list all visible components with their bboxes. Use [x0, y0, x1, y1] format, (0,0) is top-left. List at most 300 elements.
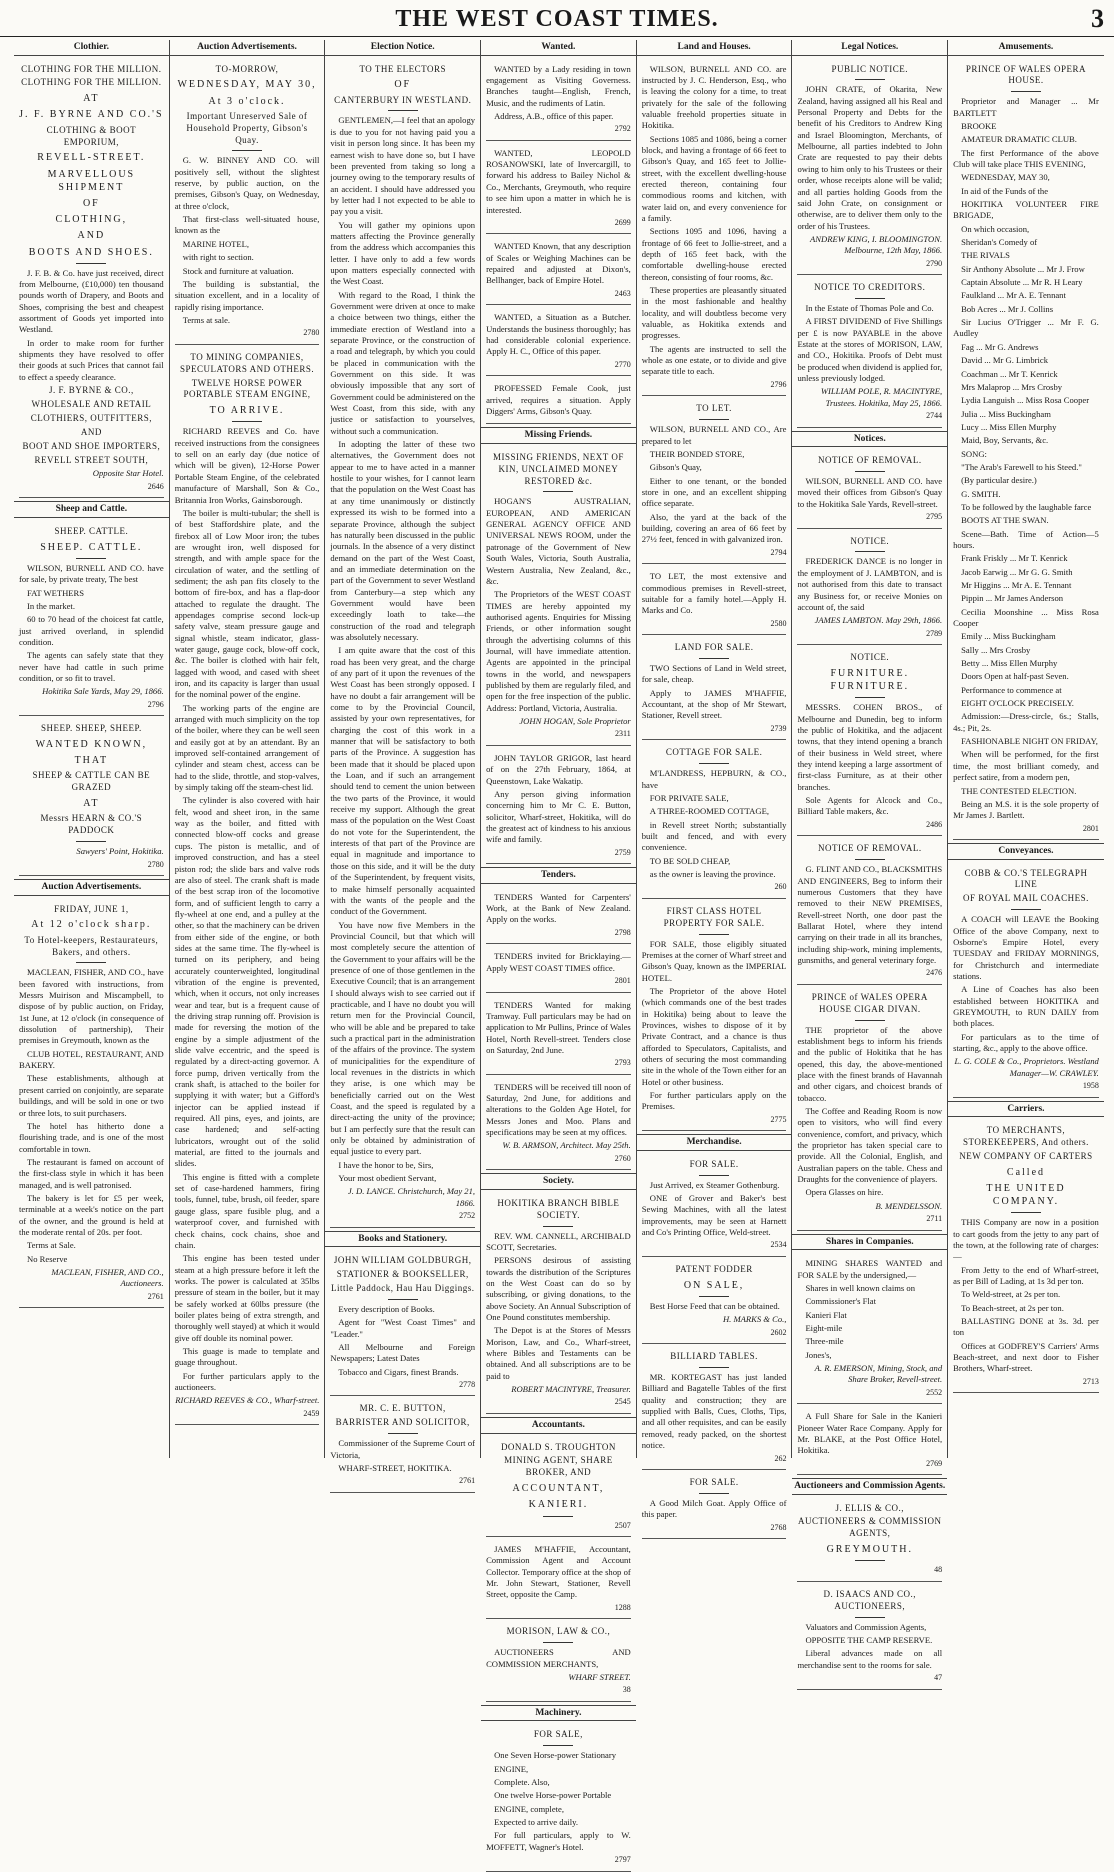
section-heading: Shares in Companies. [792, 1234, 947, 1251]
advertisement [797, 59, 942, 276]
ad-rule [855, 859, 885, 860]
ad-paragraph: A THREE-ROOMED COTTAGE, [649, 806, 769, 817]
ad-paragraph: FOR SALE, those eligibly situated Premises at the corner of Wharf street and Gibson's Quay, known as the IMPERIAL HOTEL. [641, 938, 787, 983]
ad-rule [699, 763, 729, 764]
ad-headline: FOR SALE. [689, 1477, 739, 1488]
section-heading: Election Notice. [325, 40, 480, 56]
ad-paragraph: The Coffee and Reading Room is now open to visitors, who will find every convenience, comfort, and privacy, which the proprietor has taken special care to provide. All the Colonial, English, and Australian papers on the table. Chess and Draughts for the convenience of players. [797, 1106, 943, 1185]
ad-number: 260 [774, 882, 787, 892]
ad-headline: KANIERI. [528, 1499, 589, 1511]
ad-rule [699, 934, 729, 935]
ad-headline: BILLIARD TABLES. [670, 1351, 758, 1362]
advertisement [486, 887, 631, 945]
ad-footer-line: CLOTHIERS, OUTFITTERS, [30, 412, 152, 423]
ad-paragraph: Sir Anthony Absolute ... Mr J. Frow [961, 263, 1085, 274]
ad-number: 1958 [1082, 1081, 1099, 1091]
advertisement [642, 59, 787, 397]
ad-paragraph: WILSON, BURNELL AND CO., Are prepared to let [641, 424, 787, 446]
ad-headline: AT [83, 798, 100, 810]
ad-headline: OF [394, 79, 412, 91]
ad-paragraph: M'LANDRESS, HEPBURN, & CO., have [641, 768, 787, 790]
ad-footer-line: BOOT AND SHOE IMPORTERS, [22, 440, 161, 451]
ad-paragraph: WANTED Known, that any description of Scales or Weighing Machines can be repaired and adjusted at Dixon's, Bellhanger, back of Empire Hotel. [486, 241, 631, 286]
ad-paragraph: To be followed by the laughable farce [961, 501, 1092, 512]
ad-paragraph: Stock and furniture at valuation. [182, 265, 294, 276]
newspaper-title: THE WEST COAST TIMES. [395, 6, 719, 32]
ad-headline: ACCOUNTANT, [512, 1483, 605, 1495]
column-3 [325, 40, 481, 1486]
ad-paragraph: I have the honor to be, Sirs, [338, 1159, 434, 1170]
ad-paragraph: Sections 1085 and 1086, being a corner block, and having a frontage of 66 feet to Gibson's Quay, and 165 feet to Jollie-street, with the excellent dwelling-house erected thereon, containing four commodious rooms and kitchen, with water laid on, and every convenience for a family. [641, 133, 787, 223]
ad-number: 2795 [926, 512, 943, 522]
ad-paragraph: Sole Agents for Alcock and Co., Billiard Table makers, &c. [797, 795, 943, 817]
ad-headline: NEW COMPANY OF CARTERS [959, 1150, 1093, 1161]
advertisement [797, 838, 942, 985]
advertisement [642, 1154, 787, 1257]
ad-headline: NOTICE. [850, 652, 890, 663]
ad-paragraph: Eight-mile [805, 1322, 843, 1333]
ad-paragraph: 60 to 70 head of the choicest fat cattle, just arrived overland, in splendid condition. [19, 614, 164, 647]
ad-paragraph: For full particulars, apply to W. MOFFETT, Wagner's Hotel. [486, 1830, 631, 1852]
ad-paragraph: GENTLEMEN,—I feel that an apology is due to you for not having paid you a visit in person long since. It has been my earnest wish to have done so, but I have been prevented from taking so long a journey owing to the temporary results of an accident. I should have addressed you by letter had I not expected to be able to pay you a visit. [330, 115, 476, 217]
ad-paragraph: For further particulars apply to the auctioneers. [174, 1370, 320, 1392]
advertisement [175, 347, 320, 1425]
ad-paragraph: EIGHT O'CLOCK PRECISELY. [961, 698, 1074, 709]
ad-signature: Sawyers' Point, Hokitika. [76, 846, 164, 857]
ad-paragraph: In adopting the latter of these two alternatives, the Government does not appear to me to have acted in a manner hostile to your wishes, for I cannot learn that the population on the West Coast has at any time unanimously or distinctly expressed its wish to be formed into a separate Province, although the subject has naturally been discussed in the public journals. In the absence of a very distinct demand on the part of the West Coast, and an immediate determination on the part of the Government to sever Westland from Canterbury—a step which any Government would have been exceedingly loath to take—the construction of the road and telegraph was absolutely necessary. [330, 439, 476, 642]
advertisement [797, 987, 942, 1231]
advertisement [642, 566, 787, 635]
ad-paragraph: TENDERS will be received till noon of Saturday, 2nd June, for additions and alterations to the Golden Age Hotel, for Messrs Jones and Moo. Plans and specifications may be seen at my offices. [486, 1081, 631, 1138]
ad-paragraph: FOR PRIVATE SALE, [649, 792, 729, 803]
ad-paragraph: CLUB HOTEL, RESTAURANT, AND BAKERY. [19, 1048, 164, 1071]
ad-paragraph: J. F. B. & Co. have just received, direct from Melbourne, (£10,000) ten thousand pounds worth of Drapery, and Boots and Shoes, comprising the best and cheapest assortment of Goods yet imported into Westland. [19, 267, 164, 335]
ad-paragraph: THE CONTESTED ELECTION. [961, 785, 1077, 796]
ad-signature: H. MARKS & Co., [722, 1314, 787, 1325]
ad-headline: SHEEP & CATTLE CAN BE GRAZED [32, 770, 151, 793]
ad-signature: JOHN HOGAN, Sole Proprietor [519, 715, 631, 726]
ad-paragraph: ONE of Grover and Baker's best Sewing Machines, with all the latest improvements, may be seen at Harnett and Co's Printing Office, Weld-street. [641, 1193, 787, 1238]
ad-paragraph: One twelve Horse-power Portable [494, 1790, 612, 1801]
section-heading: Merchandise. [637, 1134, 792, 1151]
ad-headline: D. ISAACS AND CO., AUCTIONEERS, [823, 1588, 917, 1611]
ad-paragraph: Apply to JAMES M'HAFFIE, Accountant, at the shop of Mr Stewart, Stationer, Revell street. [641, 687, 787, 721]
ad-headline: FRIDAY, JUNE 1, [54, 903, 129, 914]
ad-paragraph: The cylinder is also covered with hair felt, wood and sheet iron, in the same way as the boiler, and fitted with connected blow-off cocks and grease cups. The piston is metallic, and of improved construction, and has a steel piston rod; the slide bars and valve rods are also of steel. The crank shaft is made of the best scrap iron of the locomotive form, and of sufficient length to carry a fly-wheel at one end, and a pulley at the other, so that the machinery can be driven from either side of the engine, or both sides at the same time. The fly-wheel is turned on its periphery, and being accurately counterweighted, longitudinal vibration of the engine is prevented, which, when it occurs, not only increases wear and tear, but is a frequent cause of the driving strap running off. Provision is made for reversing the motion of the engine by a simple adjustment of the slide valve eccentric, and the speed is regulated by a direct-acting governor. A force pump, driven vertically from the crank shaft, is attached to the boiler for supplying it with water; but a Gifford's injector can be applied instead if required. All pins, eyes, and joints, are case hardened; and self-acting lubricators, wrought out of the solid material, are fitted to the journals and slides. [174, 795, 320, 1169]
ad-rule [543, 1226, 573, 1227]
ad-headline: MARVELLOUS SHIPMENT [47, 168, 136, 193]
ad-paragraph: These properties are pleasantly situated in the most fashionable and healthy locality, and will doubtless become very valuable, as Hokitika extends and progresses. [641, 285, 787, 341]
ad-headline: SHEEP. CATTLE. [40, 541, 143, 553]
ad-number: 2780 [147, 859, 164, 869]
ad-paragraph: Just Arrived, ex Steamer Gothenburg. [649, 1179, 780, 1190]
ad-paragraph: THIS Company are now in a position to cart goods from the jetty to any part of the town, at the following rate of charges:— [953, 1217, 1099, 1262]
ad-paragraph: Complete. Also, [494, 1776, 550, 1787]
advertisement [330, 1398, 475, 1492]
ad-number: 47 [934, 1673, 943, 1683]
columns-container [14, 40, 1104, 1864]
ad-paragraph: Doors Open at half-past Seven. [961, 671, 1069, 682]
advertisement [797, 647, 942, 836]
ad-paragraph: TO LET, the most extensive and commodious premises in Revell-street, suitable for a family hotel.—Apply H. Marks and Co. [641, 571, 787, 616]
ad-rule [1011, 1212, 1041, 1213]
ad-footer-line: REVELL STREET SOUTH, [34, 454, 149, 465]
ad-paragraph: G. W. BINNEY AND CO. will positively sell, without the slightest reserve, by public auction, on the premises, Gibson's Quay, on Wednesday, at three o'clock, [174, 155, 320, 211]
ad-paragraph: The agents are instructed to sell the whole as one estate, or to divide and give separate title to each. [641, 343, 787, 377]
ad-number: 1288 [614, 1602, 631, 1612]
ad-number: 48 [934, 1565, 943, 1575]
ad-paragraph: The first Performance of the above Club will take place THIS EVENING, [953, 147, 1099, 169]
ad-number: 2796 [147, 699, 164, 709]
ad-number: 2459 [303, 1408, 320, 1418]
advertisement [642, 637, 787, 740]
ad-paragraph: Pippin ... Mr James Anderson [961, 593, 1064, 604]
ad-paragraph: From Jetty to the end of Wharf-street, as per Bill of Lading, at 1s 3d per ton. [953, 1264, 1099, 1287]
ad-headline: THE UNITED COMPANY. [986, 1182, 1066, 1208]
ad-number: 2646 [147, 481, 164, 491]
ad-rule [232, 150, 262, 151]
ad-headline: TWELVE HORSE POWER PORTABLE STEAM ENGINE, [183, 377, 311, 400]
ad-paragraph: Agent for "West Coast Times" and "Leader." [330, 1317, 476, 1339]
ad-paragraph: G. FLINT AND CO., BLACKSMITHS AND ENGINEERS, Beg to inform their numerous Customers that they have removed to their NEW PREMISES, Revell-street North, one door past the Ballarat Hotel, where they intend carrying on their trade in all its branches, including ship-work, mining implements, gunsmiths, and general veterinary forge. [797, 864, 943, 965]
ad-rule [543, 1745, 573, 1746]
ad-paragraph: Mr Higgins ... Mr A. E. Tennant [961, 580, 1072, 590]
advertisement [953, 59, 1099, 841]
section-heading: Clothier. [14, 40, 169, 56]
advertisement [797, 531, 942, 645]
ad-paragraph: The bakery is let for £5 per week, terminable at a week's notice on the part of the owner, and the ground is held at the moderate rental of 20s. per foot. [19, 1192, 164, 1237]
ad-paragraph: MINING SHARES WANTED and FOR SALE by the undersigned,— [797, 1258, 943, 1280]
ad-paragraph: JOHN CRATE, of Okarita, New Zealand, having assigned all his Real and Personal Property and Debts for the benefit of his Creditors to Andrew King and Israel Bloomington, Merchants, of Melbourne, all parties indebted to John Crate are requested to pay their debts owing to him only to his Trustees or their order, whose receipts alone will be valid; and all parties holding Goods from the said John Crate, on consignment or otherwise, are to deliver them only to the order of his Trustees. [797, 84, 943, 231]
ad-paragraph: Commissioner of the Supreme Court of Victoria, [330, 1438, 476, 1460]
ad-signature: ANDREW KING, I. BLOOMINGTON. Melbourne, 12th May, 1866. [810, 233, 943, 256]
ad-headline: TO ARRIVE. [209, 405, 285, 417]
ad-paragraph: MARINE HOTEL, [182, 238, 250, 249]
ad-headline: MISSING FRIENDS, NEXT OF KIN, UNCLAIMED MONEY RESTORED &c. [492, 451, 624, 486]
ad-paragraph: MR. KORTEGAST has just landed Billiard and Bagatelle Tables of the first quality and construction; they are supplied with Balls, Cues, Cloths, Tips, and all other requisites, and can be easily removed, ready packed, on the shortest notice. [641, 1372, 787, 1451]
ad-paragraph: JOHN TAYLOR GRIGOR, last heard of on the 27th February, 1864, at Queenstown, Lake Wakatip. [486, 752, 631, 786]
ad-headline: TO THE ELECTORS [359, 63, 446, 74]
section-heading: Legal Notices. [792, 40, 947, 56]
ad-number: 2789 [926, 628, 943, 638]
ad-paragraph: In the Estate of Thomas Pole and Co. [805, 302, 934, 313]
ad-rule [855, 298, 885, 299]
ad-rule [855, 1020, 885, 1021]
advertisement [797, 1498, 942, 1582]
ad-rule [855, 1560, 885, 1561]
ad-headline: J. ELLIS & CO., [835, 1502, 905, 1513]
ad-paragraph: TENDERS Wanted for Carpenters' Work, at the Bank of New Zealand. Apply on the works. [486, 891, 631, 925]
ad-number: 2744 [926, 411, 943, 421]
ad-headline: J. F. BYRNE AND CO.'S [19, 109, 164, 121]
advertisement [330, 1250, 475, 1396]
ad-signature: Hokitika Sale Yards, May 29, 1866. [42, 686, 164, 697]
ad-number: 2794 [770, 547, 787, 557]
advertisement [486, 307, 631, 376]
ad-rule [855, 1617, 885, 1618]
ad-paragraph: G. SMITH. [961, 488, 1001, 499]
ad-signature: W. B. ARMSON, Architect. May 25th. [502, 1140, 631, 1151]
ad-paragraph: BALLASTING DONE at 3s. 3d. per ton [953, 1316, 1099, 1338]
ad-rule [1011, 91, 1041, 92]
ad-paragraph: Sheridan's Comedy of [961, 237, 1038, 248]
ad-rule [76, 841, 106, 842]
ad-headline: AUCTIONEERS & COMMISSION AGENTS, [798, 1516, 942, 1539]
ad-signature: MACLEAN, FISHER, AND CO., Auctioneers. [51, 1266, 164, 1289]
ad-number: 2798 [614, 927, 631, 937]
ad-paragraph: as the owner is leaving the province. [649, 868, 776, 879]
ad-paragraph: To Weld-street, at 2s per ton. [961, 1289, 1061, 1300]
ad-headline: FOR SALE. [689, 1158, 739, 1169]
advertisement [486, 447, 631, 746]
column-7 [948, 40, 1104, 1458]
ad-paragraph: Lydia Languish ... Miss Rosa Cooper [961, 395, 1090, 406]
ad-paragraph: The building is substantial, the situation excellent, and in a locality of rapidly rising importance. [174, 278, 320, 312]
ad-headline: STATIONER & BOOKSELLER, [336, 1269, 469, 1280]
ad-paragraph: I am quite aware that the cost of this road has been very great, and the charge of any part of it upon the revenues of the West Coast has been strongly opposed. I have no doubt a fair arrangement will be come to by the Provincial Council, assisted by your own representatives, for charging the cost of this work in a manner that will be satisfactory to both parts of the Province. A suggestion has been made that it should be placed upon the Loan, and if such an arrangement should tend to cement the union between the two parts of the Province, it would receive my support. Although the great mass of the population on the West Coast do not vote for the Superintendent, the interests of that part of the Province are equal in magnitude and importance to those on this side, and it will be the duty of the Superintendent, by frequent visits, to make himself personally acquainted with the wants of the people and the conduct of the Government. [330, 645, 476, 917]
ad-paragraph: ENGINE, [494, 1763, 529, 1774]
ad-paragraph: WILSON, BURNELL AND CO. have moved their offices from Gibson's Quay to the Hokitika Sale Yards, Revell-street. [797, 476, 943, 509]
advertisement [486, 1724, 631, 1871]
ad-paragraph: SONG: [961, 448, 987, 459]
ad-headline: SHEEP. SHEEP, SHEEP. [40, 723, 142, 734]
ad-paragraph: The Proprietors of the WEST COAST TIMES are hereby appointed my authorised agents. Enquiries for Missing Friends, or other information sought through the advertising columns of this Journal, will have immediate attention. Agents are appointed in the principal towns in the world, and newspapers published by them are regularly filed, and open for the free inspection of the public. Address: Portland, Victoria, Australia. [486, 589, 631, 713]
ad-number: 2775 [770, 1114, 787, 1124]
ad-paragraph: MESSRS. COHEN BROS., of Melbourne and Dunedin, beg to inform the public of Hokitika, and the adjacent towns, that they intend opening a branch of their business in Weld street, where they intend keeping a large assortment of first-class Furniture, as at their other branches. [797, 702, 943, 792]
ad-headline: NOTICE OF REMOVAL. [817, 455, 922, 466]
ad-number: 2545 [614, 1397, 631, 1407]
ad-signature: B. MENDELSSON. [875, 1200, 943, 1211]
ad-headline: NOTICE OF REMOVAL. [817, 843, 922, 854]
ad-headline: CLOTHING, [55, 214, 128, 226]
ad-number: 2801 [614, 975, 631, 985]
ad-headline: MR. C. E. BUTTON, [359, 1403, 446, 1414]
ad-headline: AND [77, 230, 106, 242]
ad-signature: A. R. EMERSON, Mining, Stock, and Share Broker, Revell-street. [814, 1362, 943, 1385]
ad-headline: MINING AGENT, SHARE BROKER, AND [504, 1455, 613, 1478]
ad-paragraph: No Reserve [27, 1253, 68, 1264]
ad-paragraph: JAMES M'HAFFIE, Accountant, Commission Agent and Account Collector. Temporary office at the shop of Mr. John Stewart, Stationer, Revell Street, opposite the Camp. [486, 1544, 631, 1600]
ad-paragraph: TWO Sections of Land in Weld street, for sale, cheap. [641, 663, 787, 685]
ad-number: 2534 [770, 1240, 787, 1250]
ad-paragraph: Cecilia Moonshine ... Miss Rosa Cooper [953, 606, 1099, 629]
ad-paragraph: The hotel has hitherto done a flourishing trade, and is one of the most comfortable in town. [19, 1120, 164, 1154]
ad-headline: BARRISTER AND SOLICITOR, [335, 1417, 470, 1428]
ad-headline: Important Unreserved Sale of Household Property, Gibson's Quay. [186, 110, 308, 145]
ad-paragraph: Frank Friskly ... Mr T. Kenrick [961, 553, 1068, 564]
advertisement [953, 1120, 1099, 1393]
ad-signature: WHARF STREET. [568, 1671, 631, 1682]
ad-number: 2580 [770, 618, 787, 628]
ad-rule [855, 79, 885, 80]
ad-number: 2463 [614, 288, 631, 298]
ad-paragraph: TENDERS Wanted for making Tramway. Full particulars may be had on application to Mr Pullins, Prince of Wales Hotel, North Revell-street. Tenders close on Saturday, 2nd June. [486, 999, 631, 1055]
ad-paragraph: Best Horse Feed that can be obtained. [649, 1300, 780, 1311]
advertisement [486, 1539, 631, 1619]
ad-number: 2792 [614, 124, 631, 134]
ad-paragraph: The Proprietor of the above Hotel (which commands one of the best trades in Hokitika) being about to leave the Provinces, wishes to dispose of it by Private Contract, and a chance is thus afforded to Speculators, Capitalists, and others of securing the most commanding site in the whole of the Town either for an Hotel or other business. [641, 985, 787, 1087]
ad-number: 2761 [459, 1476, 476, 1486]
ad-paragraph: On which occasion, [961, 223, 1030, 234]
ad-paragraph: Valuators and Commission Agents, [805, 1621, 927, 1632]
ad-paragraph: Jones's, [805, 1349, 832, 1360]
ad-paragraph: AMATEUR DRAMATIC CLUB. [961, 134, 1077, 145]
ad-rule [855, 471, 885, 472]
ad-paragraph: Mrs Malaprop ... Mrs Crosby [961, 381, 1063, 392]
ad-number: 2739 [770, 723, 787, 733]
ad-paragraph: The agents can safely state that they never have had cattle in such prime condition, or so fit to travel. [19, 650, 164, 683]
ad-paragraph: Scene—Bath. Time of Action—5 hours. [953, 528, 1099, 550]
ad-paragraph: FAT WETHERS [27, 587, 85, 598]
ad-paragraph: You have now five Members in the Provincial Council, but that which will most completely secure the attention of the Government to your affairs will be the presence of one of those gentlemen in the Executive Council; that is an arrangement I should always wish to see carried out if practicable, and I have no doubt you will return men for the Provincial Council, who will be able and be prepared to take such a practical part in the administration of the affairs of the province. The system of municipalities for the expenditure of local revenues in the districts in which they arise, is one which may be beneficially carried out on the West Coast, and the speed is regulated by a direct-acting the unity of the province; but I am perfectly sure that the result can only be obtained by administration of equal justice to every part. [330, 919, 476, 1157]
ad-signature: RICHARD REEVES & CO., Wharf-street. [175, 1395, 320, 1406]
ad-paragraph: Betty ... Miss Ellen Murphy [961, 658, 1058, 669]
ad-paragraph: Faulkland ... Mr A. E. Tennant [961, 290, 1066, 301]
ad-rule [76, 962, 106, 963]
ad-headline: Messrs HEARN & CO.'S PADDOCK [40, 813, 143, 836]
advertisement [486, 1621, 631, 1701]
ad-number: 2790 [926, 258, 943, 268]
ad-headline: COTTAGE FOR SALE. [665, 747, 763, 758]
ad-headline: TO MINING COMPANIES, SPECULATORS AND OTHERS. [179, 351, 315, 374]
section-heading: Society. [481, 1173, 636, 1190]
section-heading: Missing Friends. [481, 427, 636, 444]
ad-signature: J. D. LANCE. Christchurch, May 21, 1866. [347, 1186, 476, 1208]
ad-paragraph: WILSON, BURNELL AND CO. have for sale, by private treaty, The best [19, 562, 164, 585]
ad-paragraph: You will gather my opinions upon matters affecting the Province generally from the address which accompanies this letter. I have only to add a few words upon matters especially connected with the West Coast. [330, 219, 476, 287]
ad-headline: NOTICE. [850, 535, 890, 546]
ad-signature: ROBERT MACINTYRE, Treasurer. [511, 1384, 631, 1395]
ad-rule [76, 558, 106, 559]
ad-paragraph: With regard to the Road, I think the Government were driven at once to make a choice between two things, either the immediate erection of Westland into a separate Province, or the construction of a road and telegraph, by which you could be placed in communication with the Government on this side. It was obviously impossible that any sort of Government could be administered on the West Coast, from this side, with any justice or satisfaction to yourselves, without such a communication. [330, 289, 476, 436]
ad-headline: WEDNESDAY, MAY 30, [177, 79, 317, 91]
ad-paragraph: Address, A.B., office of this paper. [494, 110, 614, 121]
ad-rule [699, 1175, 729, 1176]
ad-number: 2711 [926, 1214, 943, 1224]
ad-paragraph: Gibson's Quay, [649, 462, 702, 473]
ad-paragraph: All Melbourne and Foreign Newspapers; Latest Dates [330, 1341, 476, 1364]
ad-headline: REVELL-STREET. [37, 152, 146, 164]
ad-number: 2552 [926, 1387, 943, 1397]
advertisement [19, 59, 164, 499]
ad-paragraph: in Revell street North; substantially built and fenced, and with every convenience. [641, 819, 787, 853]
ad-paragraph: Lucy ... Miss Ellen Murphy [961, 421, 1057, 432]
ad-signature: Opposite Star Hotel. [92, 468, 164, 479]
advertisement [486, 995, 631, 1075]
ad-paragraph: In aid of the Funds of the [961, 185, 1049, 196]
ad-rule [699, 1296, 729, 1297]
ad-headline: SHEEP. CATTLE. [54, 525, 129, 536]
advertisement [797, 277, 942, 428]
ad-paragraph: AUCTIONEERS AND COMMISSION MERCHANTS, [486, 1647, 631, 1669]
ad-paragraph: TO BE SOLD CHEAP, [649, 855, 731, 866]
ad-headline: OF [82, 197, 100, 209]
advertisement [486, 748, 631, 864]
advertisement [797, 1253, 942, 1404]
ad-number: 2769 [926, 1458, 943, 1468]
ad-rule [232, 421, 262, 422]
ad-paragraph: Terms at sale. [182, 314, 231, 325]
ad-headline: PRINCE OF WALES OPERA HOUSE. [965, 63, 1087, 86]
ad-headline: CLOTHING & BOOT EMPORIUM, [46, 124, 137, 147]
ad-rule [855, 697, 885, 698]
ad-paragraph: Julia ... Miss Buckingham [961, 408, 1051, 419]
ad-paragraph: Sir Lucius O'Trigger ... Mr F. G. Audley [953, 317, 1099, 339]
ad-paragraph: Sally ... Mrs Crosby [961, 644, 1031, 655]
ad-paragraph: HOGAN'S AUSTRALIAN, EUROPEAN, AND AMERICAN GENERAL AGENCY OFFICE AND UNIVERSAL NEWS ROOM, under the patronage of the Government of New South Wales, Victoria, South Australia, Western Australia, New Zealand, &c., &c. [486, 496, 631, 586]
ad-paragraph: When will be performed, for the first time, the most brilliant comedy, and perfect satire, from a modern pen, [953, 749, 1099, 783]
ad-headline: At 3 o'clock. [208, 95, 286, 107]
ad-rule [388, 1299, 418, 1300]
advertisement [953, 863, 1099, 1098]
ad-paragraph: A Line of Coaches has also been established between HOKITIKA and GREYMOUTH, to RUN DAILY from both places. [953, 984, 1099, 1029]
ad-headline: MORISON, LAW & CO., [506, 1626, 611, 1637]
ad-headline: FURNITURE. FURNITURE. [830, 667, 910, 693]
ad-paragraph: For particulars as to the time of starting, &c., apply to the above office. [953, 1031, 1099, 1054]
ad-paragraph: BROOKE [961, 120, 997, 131]
ad-number: 2759 [614, 847, 631, 857]
ad-headline: TO LET. [696, 403, 732, 414]
advertisement [486, 1437, 631, 1538]
ad-paragraph: WEDNESDAY, MAY 30, [961, 172, 1050, 183]
advertisement [642, 398, 787, 564]
advertisement [486, 1077, 631, 1171]
section-heading: Auction Advertisements. [14, 879, 169, 896]
ad-paragraph: Emily ... Miss Buckingham [961, 631, 1056, 642]
column-5 [637, 40, 793, 1532]
ad-number: 2761 [147, 1291, 164, 1301]
ad-signature: L. G. COLE & Co., Proprietors. Westland Manager—W. CRAWLEY. [954, 1056, 1099, 1078]
ad-paragraph: WHARF-STREET, HOKITIKA. [338, 1462, 452, 1473]
masthead [0, 0, 1114, 37]
ad-paragraph: These establishments, although at present carried on conjointly, are separate buildings, and will be sold in one or two or three lots, to suit purchasers. [19, 1073, 164, 1118]
section-heading: Tenders. [481, 867, 636, 884]
advertisement [642, 1472, 787, 1539]
ad-headline: FIRST CLASS HOTEL PROPERTY FOR SALE. [663, 905, 765, 928]
ad-paragraph: PROFESSED Female Cook, just arrived, requires a situation. Apply Diggers' Arms, Gibson's Quay. [486, 383, 631, 416]
section-heading: Notices. [792, 431, 947, 448]
ad-paragraph: Terms at Sale. [27, 1240, 76, 1251]
ad-paragraph: Also, the yard at the back of the building, covering an area of 66 feet by 27½ feet, fenced in with galvanized iron. [641, 511, 787, 545]
ad-headline: CLOTHING FOR THE MILLION. [21, 63, 162, 74]
ad-paragraph: Every description of Books. [338, 1303, 435, 1314]
ad-rule [699, 658, 729, 659]
ad-paragraph: Captain Absolute ... Mr R. H Leary [961, 277, 1083, 288]
ad-rule [855, 551, 885, 552]
page-number: 3 [1091, 4, 1104, 33]
ad-paragraph: FREDERICK DANCE is no longer in the employment of J. LAMBTON, and is not authorised from this date to transact any Business for, or receive Monies on account of, the said [797, 556, 943, 612]
advertisement [797, 450, 942, 528]
section-heading: Sheep and Cattle. [14, 501, 169, 518]
column-1 [14, 40, 170, 1458]
ad-footer-line: J. F. BYRNE & CO., [48, 385, 134, 396]
ad-paragraph: OPPOSITE THE CAMP RESERVE. [805, 1635, 933, 1646]
ad-headline: GREYMOUTH. [826, 1544, 913, 1556]
ad-number: 2311 [615, 729, 631, 739]
ad-paragraph: Tobacco and Cigars, finest Brands. [338, 1366, 459, 1377]
ad-rule [543, 1516, 573, 1517]
ad-paragraph: This guage is made to template and guage throughout. [174, 1345, 320, 1368]
ad-rule [699, 419, 729, 420]
advertisement [486, 946, 631, 992]
ad-headline: PUBLIC NOTICE. [831, 63, 909, 74]
ad-headline: CANTERBURY IN WESTLAND. [334, 94, 472, 105]
ad-headline: JOHN WILLIAM GOLDBURGH, [333, 1255, 472, 1266]
ad-headline: NOTICE TO CREDITORS. [814, 282, 926, 293]
ad-rule [388, 110, 418, 111]
ad-paragraph: Shares in well known claims on [805, 1282, 915, 1293]
ad-number: 2760 [614, 1153, 631, 1163]
